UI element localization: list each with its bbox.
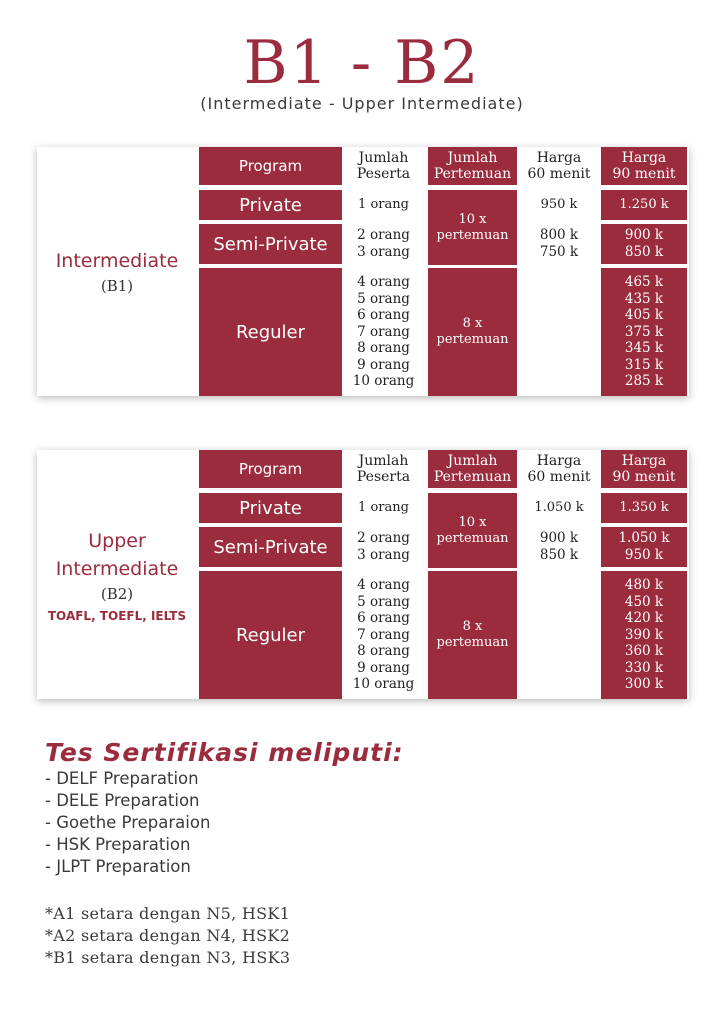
- harga90-private: 1.250 k: [601, 190, 687, 220]
- header-harga-90: Harga 90 menit: [601, 450, 687, 488]
- certification-list: [45, 768, 210, 878]
- header-harga-90: Harga 90 menit: [601, 147, 687, 185]
- level-label: [37, 147, 197, 396]
- harga60-reguler-empty: [519, 571, 599, 699]
- page-title: B1 - B2: [243, 28, 481, 98]
- pricing-table-upper-intermediate: [37, 450, 689, 699]
- note-line: *B1 setara dengan N3, HSK3: [45, 948, 291, 967]
- peserta-semi: 2 orang 3 orang: [342, 224, 425, 264]
- harga60-private: 950 k: [519, 190, 599, 220]
- pertemuan-private-semi: 10 x pertemuan: [428, 493, 517, 568]
- certification-title: Tes Sertifikasi meliputi:: [45, 738, 404, 767]
- list-item: - DELE Preparation: [45, 791, 200, 810]
- header-program: Program: [199, 147, 342, 185]
- harga90-reguler: 465 k 435 k 405 k 375 k 345 k 315 k 285 k: [601, 268, 687, 396]
- page-subtitle: (Intermediate - Upper Intermediate): [200, 94, 524, 113]
- level-name-line2: Intermediate: [55, 557, 179, 580]
- list-item: - Goethe Preparaion: [45, 813, 211, 832]
- level-code: (B2): [100, 584, 134, 603]
- header-program: Program: [199, 450, 342, 488]
- program-reguler: Reguler: [199, 268, 342, 396]
- program-private: Private: [199, 493, 342, 523]
- list-item: - JLPT Preparation: [45, 857, 191, 876]
- list-item: - HSK Preparation: [45, 835, 191, 854]
- harga90-semi: 1.050 k 950 k: [601, 527, 687, 567]
- peserta-semi: 2 orang 3 orang: [342, 527, 425, 567]
- level-tests: TOAFL, TOEFL, IELTS: [47, 608, 187, 623]
- program-semi-private: Semi-Private: [199, 527, 342, 567]
- header-harga-60: Harga 60 menit: [519, 450, 599, 488]
- peserta-private: 1 orang: [342, 190, 425, 220]
- note-line: *A2 setara dengan N4, HSK2: [45, 926, 291, 945]
- program-reguler: Reguler: [199, 571, 342, 699]
- list-item: - DELF Preparation: [45, 769, 199, 788]
- header-pertemuan: Jumlah Pertemuan: [428, 450, 517, 488]
- peserta-reguler: 4 orang 5 orang 6 orang 7 orang 8 orang 9 orang 10 orang: [342, 571, 425, 699]
- header-pertemuan: Jumlah Pertemuan: [428, 147, 517, 185]
- program-semi-private: Semi-Private: [199, 224, 342, 264]
- peserta-private: 1 orang: [342, 493, 425, 523]
- header-harga-60: Harga 60 menit: [519, 147, 599, 185]
- harga90-private: 1.350 k: [601, 493, 687, 523]
- level-label: [37, 450, 197, 699]
- harga60-semi: 900 k 850 k: [519, 527, 599, 567]
- harga90-semi: 900 k 850 k: [601, 224, 687, 264]
- header-peserta: Jumlah Peserta: [342, 147, 425, 185]
- harga60-reguler-empty: [519, 268, 599, 396]
- pertemuan-private-semi: 10 x pertemuan: [428, 190, 517, 265]
- pertemuan-reguler: 8 x pertemuan: [428, 268, 517, 396]
- program-private: Private: [199, 190, 342, 220]
- level-equivalence-notes: [45, 903, 290, 969]
- harga60-semi: 800 k 750 k: [519, 224, 599, 264]
- level-code: (B1): [100, 276, 134, 295]
- harga60-private: 1.050 k: [519, 493, 599, 523]
- level-name-line1: Upper: [88, 529, 146, 552]
- harga90-reguler: 480 k 450 k 420 k 390 k 360 k 330 k 300 k: [601, 571, 687, 699]
- level-name: Intermediate: [55, 249, 179, 272]
- peserta-reguler: 4 orang 5 orang 6 orang 7 orang 8 orang 9 orang 10 orang: [342, 268, 425, 396]
- note-line: *A1 setara dengan N5, HSK1: [45, 904, 291, 923]
- pricing-table-intermediate: [37, 147, 689, 396]
- pertemuan-reguler: 8 x pertemuan: [428, 571, 517, 699]
- header-peserta: Jumlah Peserta: [342, 450, 425, 488]
